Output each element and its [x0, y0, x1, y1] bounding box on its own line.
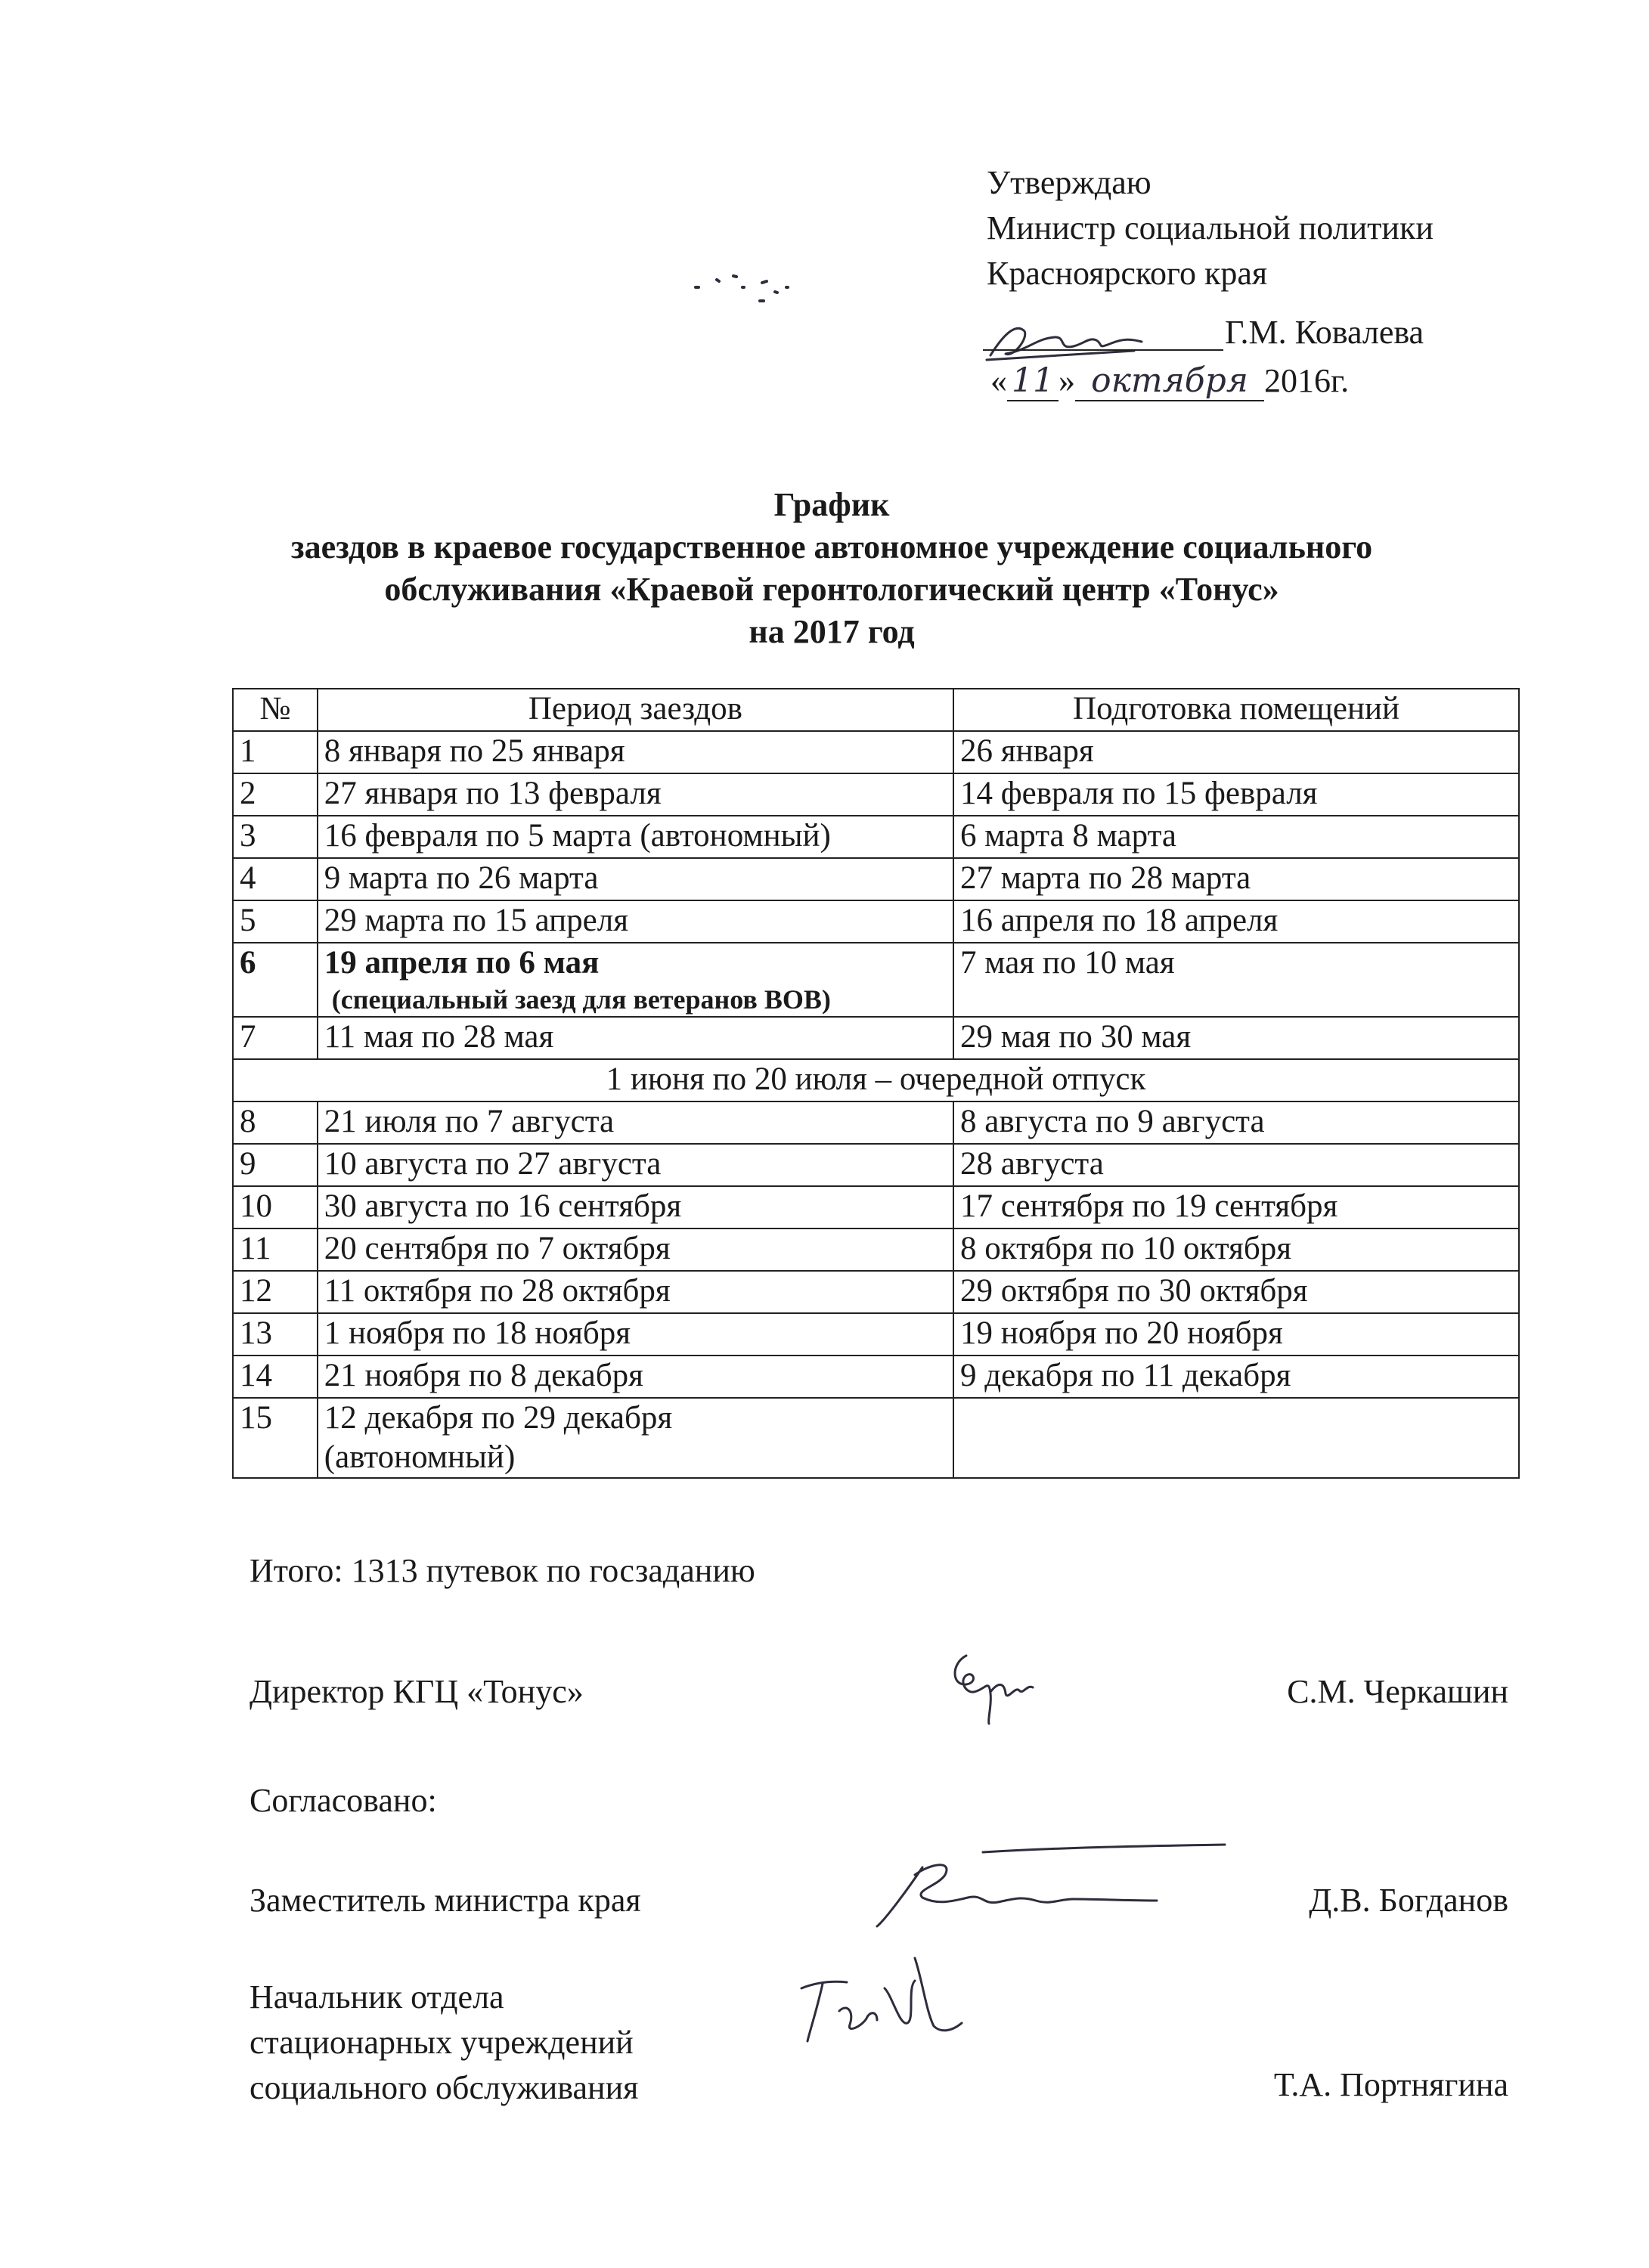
row-preparation: 26 января: [953, 731, 1519, 773]
title-line: заездов в краевое государственное автономное учреждение социального: [290, 528, 1373, 565]
row-preparation: 17 сентября по 19 сентября: [953, 1186, 1519, 1228]
table-row: [233, 1398, 1519, 1478]
total-summary: Итого: 1313 путевок по госзаданию: [250, 1552, 755, 1589]
row-number: 12: [233, 1271, 318, 1313]
table-row: [233, 731, 1519, 773]
row-number: 11: [233, 1228, 318, 1271]
row-preparation: 14 февраля по 15 февраля: [953, 773, 1519, 816]
row-period: 1 ноября по 18 ноября: [318, 1313, 953, 1356]
row-period-line2: (автономный): [324, 1439, 516, 1475]
row-preparation: 28 августа: [953, 1144, 1519, 1186]
table-row: [233, 1313, 1519, 1356]
row-period: 9 марта по 26 марта: [318, 858, 953, 900]
row-period: 30 августа по 16 сентября: [318, 1186, 953, 1228]
row-number: 15: [233, 1398, 318, 1478]
row-preparation: 19 ноября по 20 ноября: [953, 1313, 1519, 1356]
table-row: [233, 1271, 1519, 1313]
row-preparation: 8 октября по 10 октября: [953, 1228, 1519, 1271]
row-period: 10 августа по 27 августа: [318, 1144, 953, 1186]
row-period: 21 июля по 7 августа: [318, 1101, 953, 1144]
table-row: [233, 1186, 1519, 1228]
dept-title-line: социального обслуживания: [250, 2069, 639, 2106]
signature-blank: [983, 349, 1223, 351]
column-header-preparation: Подготовка помещений: [953, 689, 1519, 731]
director-name: С.М. Черкашин: [1287, 1673, 1508, 1710]
row-period: 8 января по 25 января: [318, 731, 953, 773]
row-preparation: 6 марта 8 марта: [953, 816, 1519, 858]
date-year: 2016г.: [1264, 362, 1350, 399]
deputy-title: Заместитель министра края: [250, 1882, 641, 1919]
row-preparation: 8 августа по 9 августа: [953, 1101, 1519, 1144]
row-period: 16 февраля по 5 марта (автономный): [318, 816, 953, 858]
row-number: 4: [233, 858, 318, 900]
row-number: 6: [233, 943, 318, 1017]
row-preparation: 29 октября по 30 октября: [953, 1271, 1519, 1313]
date-open-quote: «: [990, 362, 1007, 399]
minister-sign-line: [983, 313, 1573, 358]
vacation-period: 1 июня по 20 июля – очередной отпуск: [233, 1059, 1519, 1101]
approval-line: Утверждаю: [987, 164, 1152, 201]
table-row: [233, 1228, 1519, 1271]
director-signature-row: [250, 1669, 1508, 1715]
table-row: [233, 1017, 1519, 1059]
row-preparation: 16 апреля по 18 апреля: [953, 900, 1519, 943]
row-preparation: 7 мая по 10 мая: [953, 943, 1519, 1017]
row-number: 13: [233, 1313, 318, 1356]
deputy-signature: [869, 1845, 1263, 1935]
table-header-row: [233, 689, 1519, 731]
schedule-table: [232, 688, 1520, 1479]
row-number: 1: [233, 731, 318, 773]
row-preparation: 29 мая по 30 мая: [953, 1017, 1519, 1059]
date-month: октября: [1075, 361, 1264, 401]
title-line: на 2017 год: [749, 613, 915, 650]
dept-title-line: Начальник отдела: [250, 1978, 504, 2015]
row-number: 7: [233, 1017, 318, 1059]
approval-line: Министр социальной политики: [987, 209, 1434, 246]
date-day: 11: [1007, 361, 1059, 401]
row-period-main: 19 апреля по 6 мая: [324, 945, 600, 981]
row-period: 27 января по 13 февраля: [318, 773, 953, 816]
dept-title-line: стационарных учреждений: [250, 2024, 634, 2061]
row-period: 11 мая по 28 мая: [318, 1017, 953, 1059]
column-header-number: №: [233, 689, 318, 731]
row-period: 29 марта по 15 апреля: [318, 900, 953, 943]
table-row: [233, 773, 1519, 816]
row-number: 10: [233, 1186, 318, 1228]
table-row-veterans: [233, 943, 1519, 1017]
approval-block: [987, 160, 1516, 296]
director-signature: [944, 1648, 1057, 1731]
row-number: 14: [233, 1356, 318, 1398]
approval-line: Красноярского края: [987, 255, 1268, 292]
agreed-label: Согласовано:: [250, 1782, 437, 1819]
deputy-name: Д.В. Богданов: [1309, 1882, 1508, 1919]
table-row: [233, 1101, 1519, 1144]
row-number: 9: [233, 1144, 318, 1186]
date-close-quote: »: [1059, 362, 1075, 399]
table-row: [233, 858, 1519, 900]
column-header-period: Период заездов: [318, 689, 953, 731]
row-preparation: 27 марта по 28 марта: [953, 858, 1519, 900]
dept-head-title: [250, 1975, 638, 2111]
approval-date: [990, 361, 1520, 407]
row-period: 20 сентября по 7 октября: [318, 1228, 953, 1271]
table-row-vacation: [233, 1059, 1519, 1101]
row-number: 8: [233, 1101, 318, 1144]
minister-name: Г.М. Ковалева: [1225, 314, 1424, 351]
director-title: Директор КГЦ «Тонус»: [250, 1673, 584, 1710]
table-row: [233, 900, 1519, 943]
scan-specks: [688, 257, 824, 318]
row-period-note: (специальный заезд для ветеранов ВОВ): [331, 984, 831, 1015]
title-line: График: [773, 486, 890, 523]
row-number: 5: [233, 900, 318, 943]
row-period: [318, 1398, 953, 1478]
row-number: 2: [233, 773, 318, 816]
row-period: 21 ноября по 8 декабря: [318, 1356, 953, 1398]
table-row: [233, 816, 1519, 858]
row-preparation: [953, 1398, 1519, 1478]
document-title: [189, 484, 1474, 653]
row-period: 11 октября по 28 октября: [318, 1271, 953, 1313]
row-number: 3: [233, 816, 318, 858]
row-period-main: 12 декабря по 29 декабря: [324, 1400, 673, 1436]
dept-head-signature: [794, 1935, 968, 2064]
row-preparation: 9 декабря по 11 декабря: [953, 1356, 1519, 1398]
title-line: обслуживания «Краевой геронтологический центр «Тонус»: [384, 571, 1279, 608]
dept-head-name: Т.А. Портнягина: [1273, 2066, 1508, 2103]
table-row: [233, 1356, 1519, 1398]
row-period: [318, 943, 953, 1017]
table-row: [233, 1144, 1519, 1186]
